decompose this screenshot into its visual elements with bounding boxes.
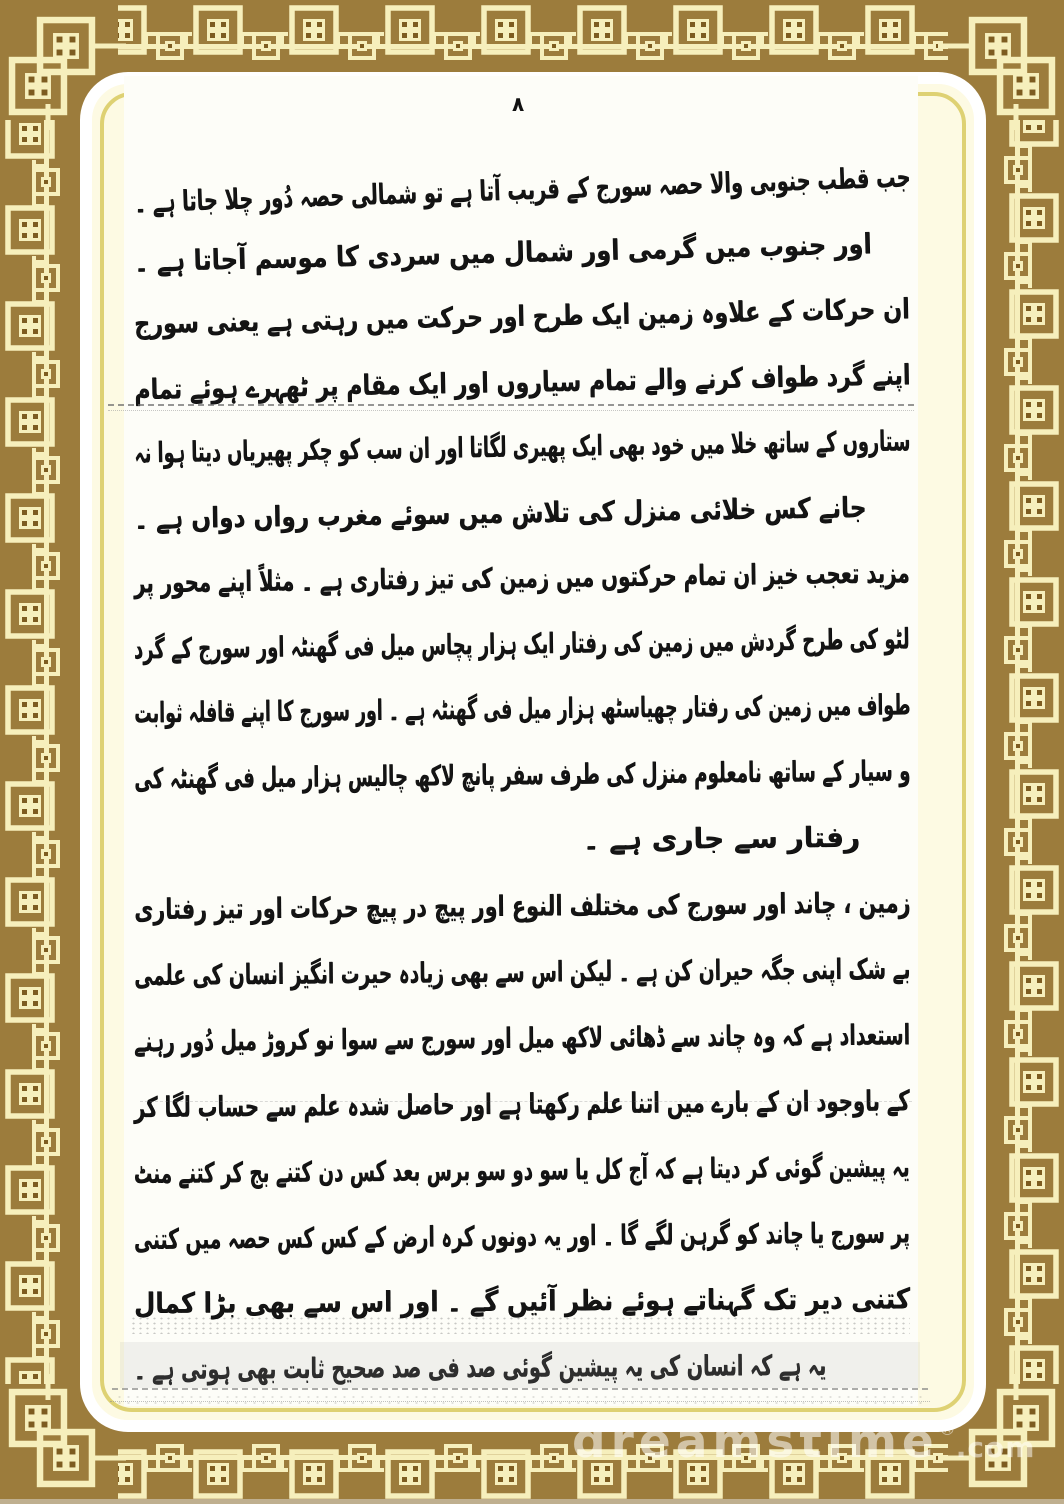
text-line: طواف میں زمین کی رفتار چھیاسٹھ ہزار میل فی گھنٹہ ہے ۔ اور سورج کا اپنے قافلہ ثوابت [133,688,911,730]
text-line: یہ ہے کہ انسان کی یہ پیشین گوئی صد فی صد صحیح ثابت بھی ہوتی ہے ۔ [133,1348,827,1386]
watermark-brand-text: dreamstime [572,1414,939,1469]
text-line: ان حرکات کے علاوہ زمین ایک طرح اور حرکت میں رہتی ہے یعنی سورج [134,292,911,341]
text-line: رفتار سے جاری ہے ۔ [582,820,861,856]
registered-trademark-icon: ® [938,1420,956,1440]
text-line: مزید تعجب خیز ان تمام حرکتوں میں زمین کی تیز رفتاری ہے ۔ مثلاً اپنے محور پر [134,556,911,600]
text-line: بے شک اپنی جگہ حیران کن ہے ۔ لیکن اس سے بھی زیادہ حیرت انگیز انسان کی علمی [133,952,911,992]
watermark-domain-text: .com [955,1431,1036,1464]
text-line: کے باوجود ان کے بارے میں اتنا علم رکھتا ہے اور حاصل شدہ علم سے حساب لگا کر [134,1084,911,1124]
urdu-text-block [134,146,916,1400]
text-line: استعداد ہے کہ وہ چاند سے ڈھائی لاکھ میل اور سورج سے سوا نو کروڑ میل دُور رہنے [133,1018,911,1058]
text-line: اور جنوب میں گرمی اور شمال میں سردی کا موسم آجاتا ہے ۔ [134,227,873,279]
dreamstime-watermark [572,1414,1035,1469]
text-line: زمین ، چاند اور سورج کی مختلف النوع اور پیچ در پیچ حرکات اور تیز رفتاری [133,886,911,926]
text-line: لٹو کی طرح گردش میں زمین کی رفتار ایک ہزار پچاس میل فی گھنٹہ اور سورج کے گرد [134,622,911,666]
text-line: یہ پیشین گوئی کر دیتا ہے کہ آج کل یا سو دو سو برس بعد کس دن کتنے بج کر کتنے منٹ [134,1150,911,1190]
text-line: ستاروں کے ساتھ خلا میں خود بھی ایک پھیری لگاتا اور ان سب کو چکر پھیریاں دیتا ہوا نہ [133,424,911,470]
text-line: اپنے گرد طواف کرنے والے تمام سیاروں اور ایک مقام پر ٹھہرے ہوئے تمام [133,358,911,407]
text-line: پر سورج یا چاند کو گرہن لگے گا ۔ اور یہ دونوں کرہ ارض کے کس کس حصہ میں کتنی [133,1216,911,1256]
page-number: ۸ [512,92,525,116]
text-line: و سیار کے ساتھ نامعلوم منزل کی طرف سفر پانچ لاکھ چالیس ہزار میل فی گھنٹہ کی [133,754,911,796]
text-line: جانے کس خلائی منزل کی تلاش میں سوئے مغرب رواں دواں ہے ۔ [133,490,867,536]
text-line: جب قطب جنوبی والا حصہ سورج کے قریب آتا ہے تو شمالی حصہ دُور چلا جاتا ہے ۔ [133,160,911,219]
scan-area [124,76,918,1406]
text-line: کتنی دیر تک گہناتے ہوئے نظر آئیں گے ۔ اور اس سے بھی بڑا کمال [133,1282,911,1320]
